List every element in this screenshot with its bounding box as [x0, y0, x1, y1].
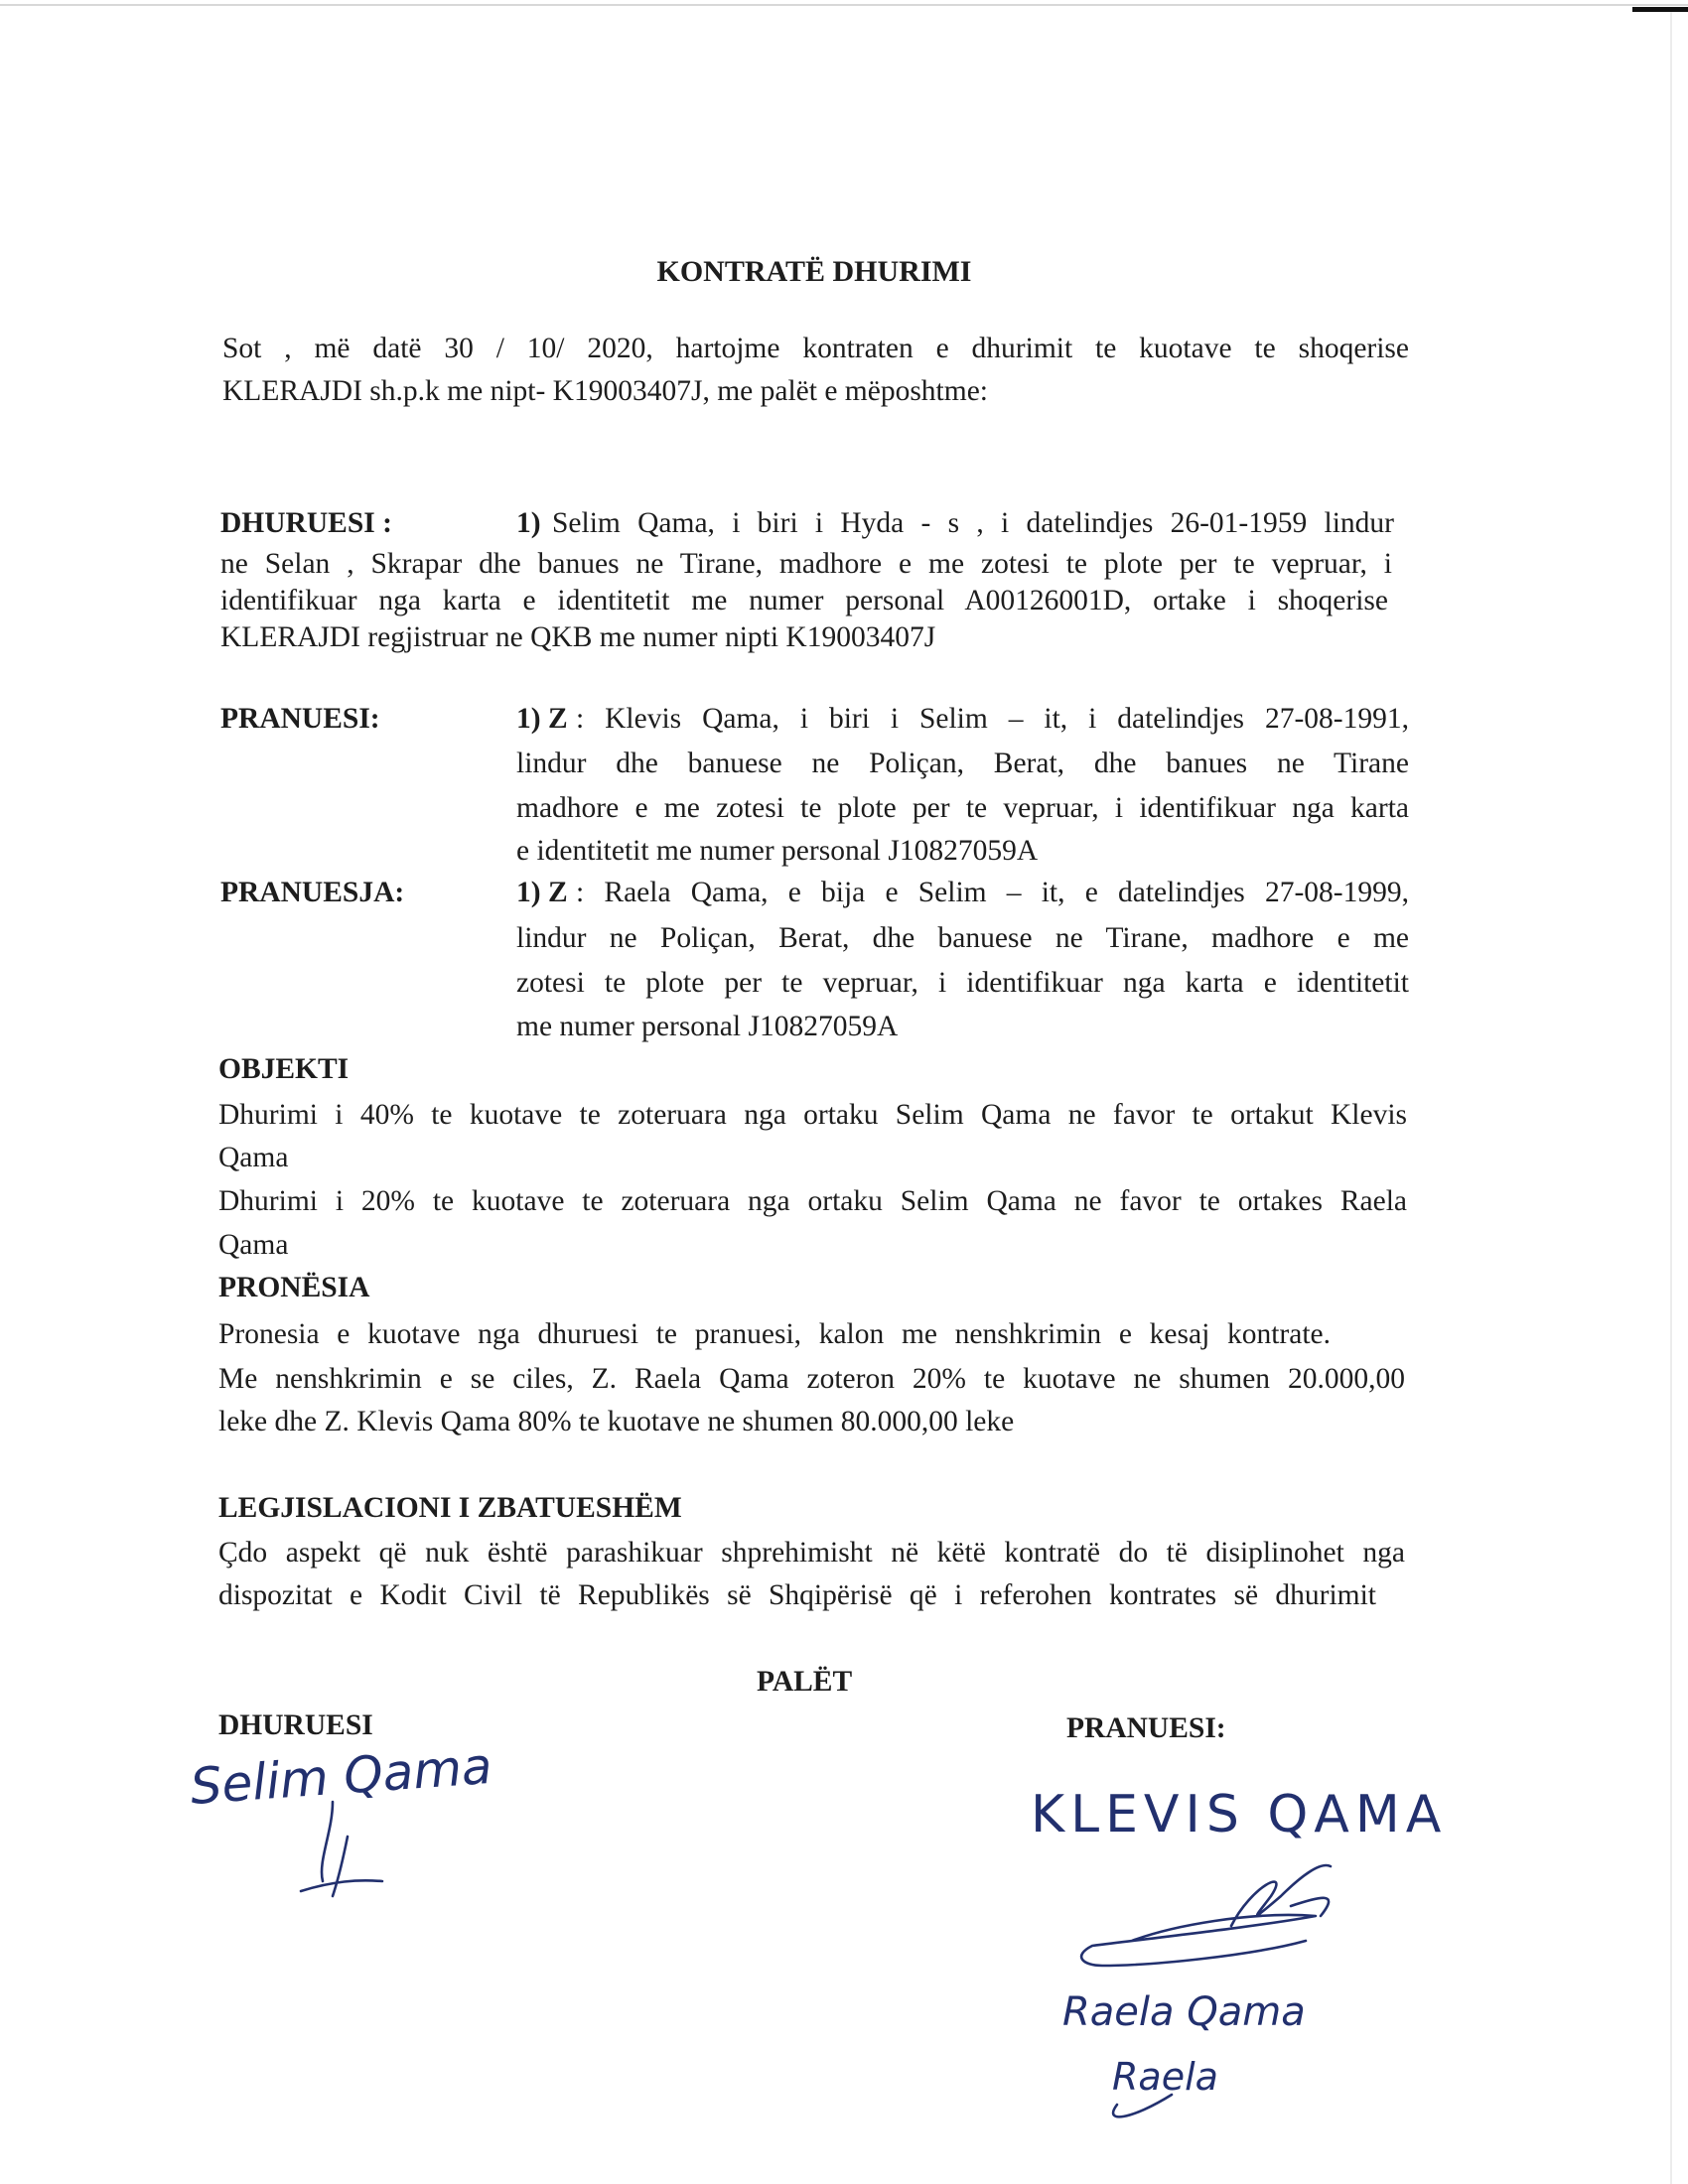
law-line: Çdo aspekt që nuk është parashikuar shprehimisht në këtë kontratë do të disiplinohet nga	[218, 1537, 1405, 1569]
donor-number: 1)	[516, 507, 541, 539]
donor-signature-label: DHURUESI	[218, 1709, 373, 1741]
donor-line: KLERAJDI regjistruar ne QKB me numer nipti K19003407J	[220, 621, 936, 653]
ownership-heading: PRONËSIA	[218, 1272, 370, 1303]
law-heading: LEGJISLACIONI I ZBATUESHËM	[218, 1492, 682, 1524]
intro-line: KLERAJDI sh.p.k me nipt- K19003407J, me palët e mëposhtme:	[222, 375, 988, 407]
recipient-signatures	[1023, 1777, 1460, 2134]
recipient-label: PRANUESI:	[220, 703, 380, 735]
donor-signature-text: Selim Qama	[188, 1736, 494, 1816]
ownership-line: Pronesia e kuotave nga dhuruesi te pranuesi, kalon me nenshkrimin e kesaj kontrate.	[218, 1318, 1331, 1350]
recipient-female-line: lindur ne Poliçan, Berat, dhe banuese ne Tirane, madhore e me	[516, 922, 1409, 954]
recipient-2-signature: Raela	[1112, 2055, 1218, 2099]
scan-mark	[1632, 7, 1688, 12]
scan-border-right	[1670, 12, 1672, 2184]
recipient-line: madhore e me zotesi te plote per te vepruar, i identifikuar nga karta	[516, 792, 1409, 824]
law-line: dispozitat e Kodit Civil të Republikës së Shqipërisë që i referohen kontrates së dhurimit	[218, 1579, 1376, 1611]
object-line: Dhurimi i 40% te kuotave te zoteruara nga ortaku Selim Qama ne favor te ortakut Klevis	[218, 1099, 1407, 1131]
parties-heading: PALËT	[757, 1666, 853, 1698]
donor-line: identifikuar nga karta e identitetit me numer personal A00126001D, ortake i shoqerise	[220, 585, 1388, 616]
object-line: Qama	[218, 1229, 289, 1261]
recipient-female-label: PRANUESJA:	[220, 877, 405, 908]
recipient-female-line: : Raela Qama, e bija e Selim – it, e datelindjes 27-08-1999,	[576, 877, 1409, 908]
object-line: Qama	[218, 1142, 289, 1173]
recipient-line: lindur dhe banuese ne Poliçan, Berat, dhe banues ne Tirane	[516, 748, 1409, 779]
recipient-line: : Klevis Qama, i biri i Selim – it, i datelindjes 27-08-1991,	[576, 703, 1409, 735]
recipient-line: e identitetit me numer personal J10827059A	[516, 835, 1039, 867]
ownership-line: Me nenshkrimin e se ciles, Z. Raela Qama zoteron 20% te kuotave ne shumen 20.000,00	[218, 1363, 1405, 1395]
ownership-line: leke dhe Z. Klevis Qama 80% te kuotave ne shumen 80.000,00 leke	[218, 1406, 1015, 1437]
donor-line: ne Selan , Skrapar dhe banues ne Tirane, madhore e me zotesi te plote per te vepruar, i	[220, 548, 1392, 580]
scan-border-top	[0, 4, 1688, 6]
donor-label: DHURUESI :	[220, 507, 392, 539]
recipient-female-line: me numer personal J10827059A	[516, 1011, 899, 1042]
recipient-2-name-handwritten: Raela Qama	[1062, 1989, 1306, 2035]
donor-line: Selim Qama, i biri i Hyda - s , i datelindjes 26-01-1959 lindur	[552, 507, 1394, 539]
recipient-1-name-handwritten: KLEVIS QAMA	[1031, 1785, 1448, 1844]
intro-line: Sot , më datë 30 / 10/ 2020, hartojme kontraten e dhurimit te kuotave te shoqerise	[222, 333, 1409, 364]
document-title: KONTRATË DHURIMI	[656, 255, 972, 288]
donor-signature	[184, 1736, 541, 1901]
object-heading: OBJEKTI	[218, 1053, 350, 1085]
object-line: Dhurimi i 20% te kuotave te zoteruara nga ortaku Selim Qama ne favor te ortakes Raela	[218, 1185, 1407, 1217]
recipient-female-number: 1) Z	[516, 877, 568, 908]
recipient-signature-label: PRANUESI:	[1066, 1712, 1226, 1744]
recipient-number: 1) Z	[516, 703, 568, 735]
recipient-female-line: zotesi te plote per te vepruar, i identifikuar nga karta e identitetit	[516, 967, 1409, 999]
